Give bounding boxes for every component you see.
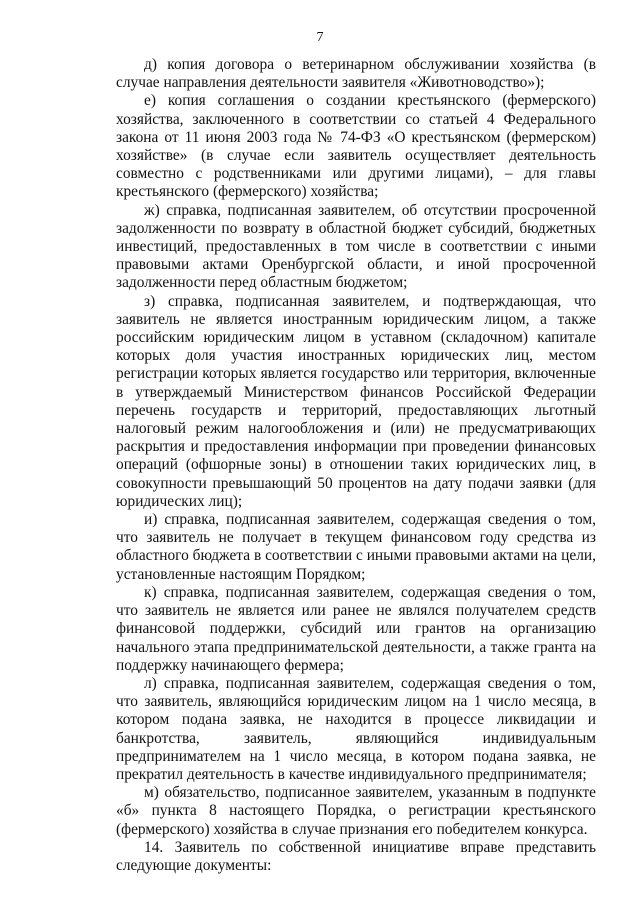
document-body bbox=[116, 56, 596, 875]
paragraph-m: м) обязательство, подписанное заявителем, указанным в подпункте «б» пункта 8 настоящего Порядка, о регистрации крестьянского (фермерского) хозяйства в случае признания его победителем конкурса. bbox=[116, 784, 596, 838]
paragraph-z: з) справка, подписанная заявителем, и подтверждающая, что заявитель не является иностранным юридическим лицом, а также российским юридическим лицом в уставном (складочном) капитале которых доля участия иностранных юридических лиц, местом регистрации которых является государство или территория, включенные в утверждаемый Министерством финансов Российской Федерации перечень государств и территорий, предоставляющих льготный налоговый режим налогообложения и (или) не предусматривающих раскрытия и предоставления информации при проведении финансовых операций (офшорные зоны) в отношении таких юридических лиц, в совокупности превышающий 50 процентов на дату подачи заявки (для юридических лиц); bbox=[116, 292, 596, 510]
paragraph-14: 14. Заявитель по собственной инициативе вправе представить следующие документы: bbox=[116, 838, 596, 874]
paragraph-l: л) справка, подписанная заявителем, содержащая сведения о том, что заявитель, являющийся юридическим лицом на 1 число месяца, в котором подана заявка, не находится в процессе ликвидации и банкротства, заявитель, являющийся индивидуальным предпринимателем на 1 число месяца, в котором подана заявка, не прекратил деятельность в качестве индивидуального предпринимателя; bbox=[116, 674, 596, 783]
page-number: 7 bbox=[316, 30, 324, 45]
paragraph-d: д) копия договора о ветеринарном обслуживании хозяйства (в случае направления деятельности заявителя «Животноводство»); bbox=[116, 56, 596, 92]
paragraph-k: к) справка, подписанная заявителем, содержащая сведения о том, что заявитель не является или ранее не являлся получателем средств финансовой поддержки, субсидий или грантов на организацию начального этапа предпринимательской деятельности, а также гранта на поддержку начинающего фермера; bbox=[116, 583, 596, 674]
paragraph-i: и) справка, подписанная заявителем, содержащая сведения о том, что заявитель не получает в текущем финансовом году средства из областного бюджета в соответствии с иными правовыми актами на цели, установленные настоящим Порядком; bbox=[116, 511, 596, 583]
paragraph-zh: ж) справка, подписанная заявителем, об отсутствии просроченной задолженности по возврату в областной бюджет субсидий, бюджетных инвестиций, предоставленных в том числе в соответствии с иными правовыми актами Оренбургской области, и иной просроченной задолженности перед областным бюджетом; bbox=[116, 201, 596, 292]
paragraph-e: е) копия соглашения о создании крестьянского (фермерского) хозяйства, заключенного в соответствии со статьей 4 Федерального закона от 11 июня 2003 года № 74-ФЗ «О крестьянском (фермерском) хозяйстве» (в случае если заявитель осуществляет деятельность совместно с родственниками или другими лицами), – для главы крестьянского (фермерского) хозяйства; bbox=[116, 92, 596, 201]
